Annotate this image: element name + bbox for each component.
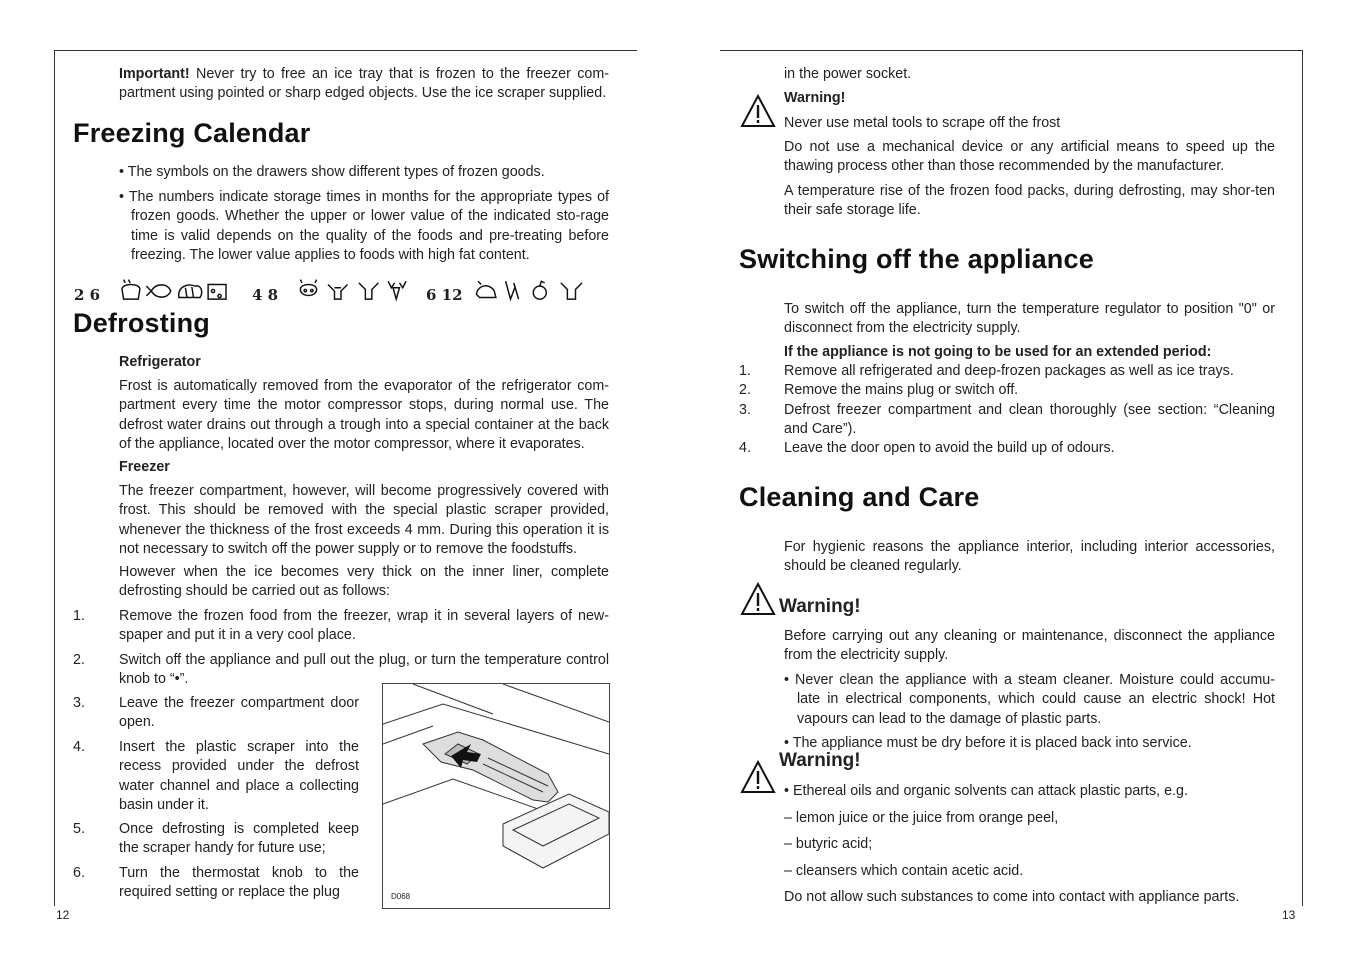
cheese-icon <box>208 285 226 300</box>
step-number: 5. <box>73 821 85 837</box>
freezing-bullet-1: • The symbols on the drawers show different types of frozen goods. <box>119 164 545 180</box>
warning-triangle-icon <box>740 94 776 128</box>
poultry-icon <box>476 281 496 297</box>
step-number: 6. <box>73 865 85 881</box>
step-number: 3. <box>73 695 85 711</box>
switch-step-text: Remove the mains plug or switch off. <box>784 382 1019 398</box>
freezing-bullet-2: • The numbers indicate storage times in months for the appropriate types of frozen goods. Whether the upper or lower value of the indicated sto-rage time is valid depends on the quality of the foods and pre-treating before freezing. The lower value applies to foods with high fat content. <box>119 189 609 264</box>
switch-step-text: Defrost freezer compartment and clean thoroughly (see section: “Cleaning and Care”). <box>784 402 1275 438</box>
step-text: Switch off the appliance and pull out the plug, or turn the temperature control knob to “•”. <box>119 652 609 688</box>
important-note <box>119 65 609 104</box>
substance-item: – cleansers which contain acetic acid. <box>784 863 1024 879</box>
important-label: Important! <box>119 66 190 82</box>
mechanical-device-text: Do not use a mechanical device or any artificial means to speed up the thawing process other than those recommended by the manufacturer. <box>784 139 1275 175</box>
substance-item: – lemon juice or the juice from orange peel, <box>784 810 1059 826</box>
switch-step-number: 4. <box>739 440 751 456</box>
fish-icon <box>146 285 170 297</box>
right-side-rule <box>1302 50 1303 906</box>
extended-period-label: If the appliance is not going to be used for an extended period: <box>784 344 1212 360</box>
beef-icon <box>561 283 582 299</box>
vegetables-icon <box>506 281 519 299</box>
step-number: 4. <box>73 739 85 755</box>
switch-step-number: 1. <box>739 363 751 379</box>
storage-months-4-8: 4 8 <box>252 286 279 304</box>
bread-icon <box>179 285 202 298</box>
figure-code: D068 <box>391 892 411 901</box>
pot-icon <box>122 280 140 300</box>
freezer-label: Freezer <box>119 459 170 475</box>
step-text: Remove the frozen food from the freezer, wrap it in several layers of new-spaper and put it in a very cool place. <box>119 608 609 644</box>
warning-heading: Warning! <box>779 750 861 771</box>
pig-icon <box>300 280 316 296</box>
step-text: Turn the thermostat knob to the required setting or replace the plug <box>119 865 359 901</box>
frozen-goods-icons-group-2 <box>284 278 424 304</box>
freezer-text-1: The freezer compartment, however, will become progressively covered with frost. This should be removed with the special plastic scraper provided, whenever the thickness of the frost exceeds 4 mm. During this operation it is not necessary to switch off the power supply or to remove the foodstuffs. <box>119 483 609 558</box>
defrosting-heading: Defrosting <box>73 308 210 338</box>
storage-months-2-6: 2 6 <box>74 286 101 304</box>
substance-item: – butyric acid; <box>784 836 873 852</box>
switch-step-number: 3. <box>739 402 751 418</box>
switch-step-number: 2. <box>739 382 751 398</box>
temperature-rise-text: A temperature rise of the frozen food packs, during defrosting, may shor-ten their safe storage life. <box>784 183 1275 219</box>
step-text: Leave the freezer compartment door open. <box>119 695 359 731</box>
cleaning-text: For hygienic reasons the appliance interior, including interior accessories, should be cleaned regularly. <box>784 539 1275 575</box>
switch-off-text: To switch off the appliance, turn the temperature regulator to position "0" or disconnect from the electricity supply. <box>784 301 1275 337</box>
switching-off-heading: Switching off the appliance <box>739 244 1094 274</box>
important-text: Never try to free an ice tray that is frozen to the freezer com-partment using pointed or sharp edged objects. Use the ice scraper supplied. <box>119 66 609 102</box>
scraper-drawing <box>383 684 609 908</box>
cow-icon <box>359 283 379 299</box>
steam-cleaner-bullet: • Never clean the appliance with a steam cleaner. Moisture could accumu-late in electrical components, which could cause an electric shock! Hot vapours can lead to the damage of plastic parts. <box>784 672 1275 727</box>
step-text: Insert the plastic scraper into the recess provided under the defrost water channel and place a collecting basin under it. <box>119 739 359 814</box>
solvents-bullet: • Ethereal oils and organic solvents can attack plastic parts, e.g. <box>784 783 1188 799</box>
warning-text: Never use metal tools to scrape off the frost <box>784 115 1061 131</box>
warning-label: Warning! <box>784 90 846 106</box>
left-top-rule <box>54 50 637 51</box>
deer-icon <box>388 281 406 299</box>
left-side-rule <box>54 50 55 906</box>
warning-triangle-icon <box>740 582 776 616</box>
continued-text: in the power socket. <box>784 66 912 82</box>
final-warning-text: Do not allow such substances to come into contact with appliance parts. <box>784 889 1240 905</box>
warning-triangle-icon <box>740 760 776 794</box>
cleaning-care-heading: Cleaning and Care <box>739 482 980 512</box>
switch-step-text: Remove all refrigerated and deep-frozen packages as well as ice trays. <box>784 363 1234 379</box>
switch-step-text: Leave the door open to avoid the build up of odours. <box>784 440 1115 456</box>
warning-heading: Warning! <box>779 596 861 617</box>
freezing-calendar-heading: Freezing Calendar <box>73 118 311 148</box>
refrigerator-label: Refrigerator <box>119 354 201 370</box>
frozen-goods-icons-group-1 <box>104 278 244 304</box>
page-number-left: 12 <box>56 908 70 922</box>
page-number-right: 13 <box>1282 908 1296 922</box>
fruit-icon <box>533 281 546 299</box>
scraper-illustration <box>382 683 610 909</box>
calf-icon <box>328 285 348 300</box>
refrigerator-text: Frost is automatically removed from the evaporator of the refrigerator com-partment every time the motor compressor stops, during normal use. The defrost water drains out through a trough into a special container at the back of the appliance, located over the motor compressor, where it evaporates. <box>119 378 609 453</box>
storage-months-6-12: 6 12 <box>426 286 463 304</box>
step-text: Once defrosting is completed keep the scraper handy for future use; <box>119 821 359 857</box>
warning-disconnect-text: Before carrying out any cleaning or maintenance, disconnect the appliance from the electricity supply. <box>784 628 1275 664</box>
step-number: 1. <box>73 608 85 624</box>
frozen-goods-icons-group-3 <box>460 278 600 304</box>
freezer-text-2: However when the ice becomes very thick on the inner liner, complete defrosting should be carried out as follows: <box>119 564 609 600</box>
dry-bullet: • The appliance must be dry before it is placed back into service. <box>784 735 1192 751</box>
step-number: 2. <box>73 652 85 668</box>
right-top-rule <box>720 50 1302 51</box>
